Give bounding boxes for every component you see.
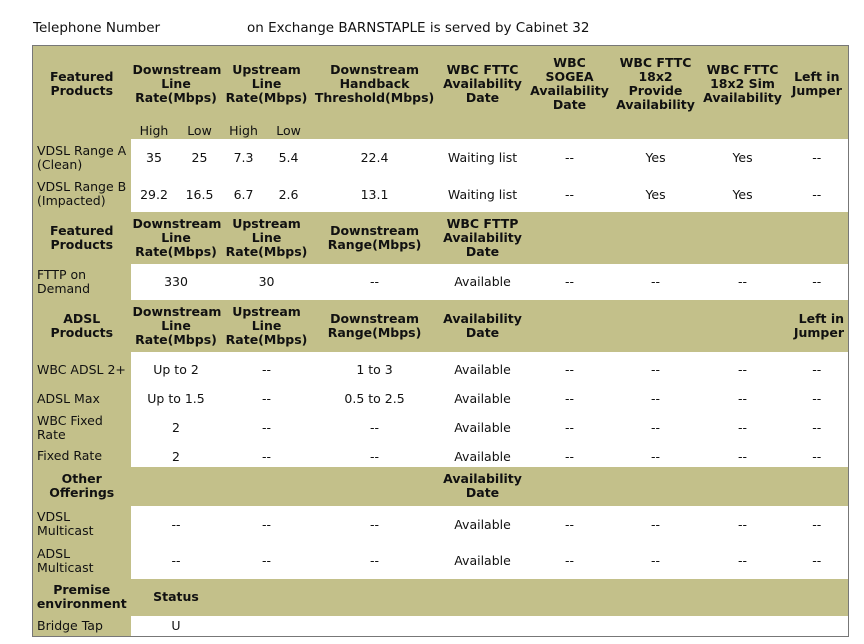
range-value: -- — [312, 446, 438, 467]
up-low-value: 2.6 — [266, 177, 312, 212]
fttp-header-row — [33, 212, 849, 264]
cell-value: -- — [700, 543, 786, 579]
cell-value: -- — [528, 264, 612, 300]
premise-header-row — [33, 579, 849, 616]
featured-products-header: Featured Products — [33, 46, 131, 122]
up-value: -- — [222, 410, 312, 446]
cell-value: -- — [612, 264, 700, 300]
upstream-rate-header: Upstream Line Rate(Mbps) — [222, 46, 312, 122]
table-row — [33, 177, 849, 212]
product-name: WBC Fixed Rate — [33, 410, 131, 446]
down-value: Up to 2 — [131, 352, 222, 388]
range-value: 0.5 to 2.5 — [312, 388, 438, 410]
up-value: -- — [222, 506, 312, 543]
fttc-sim-value: Yes — [700, 177, 786, 212]
cell-value: -- — [612, 543, 700, 579]
table-row — [33, 139, 849, 177]
adsl-downstream-header: Downstream Line Rate(Mbps) — [131, 300, 222, 352]
cell-value: -- — [700, 388, 786, 410]
fttc-availability-value: Waiting list — [438, 177, 528, 212]
cell-value: -- — [786, 446, 849, 467]
up-value: -- — [222, 446, 312, 467]
cell-value: -- — [528, 388, 612, 410]
down-value: -- — [131, 543, 222, 579]
handback-threshold-header: Downstream Handback Threshold(Mbps) — [312, 46, 438, 122]
fttc-18x2-value: Yes — [612, 139, 700, 177]
availability-table — [32, 45, 849, 637]
cell-value: -- — [700, 410, 786, 446]
down-value: 2 — [131, 410, 222, 446]
product-name: Fixed Rate — [33, 446, 131, 467]
cell-value: -- — [786, 506, 849, 543]
page-header — [0, 0, 864, 44]
up-high-subheader: High — [222, 122, 266, 139]
product-name: VDSL Range A (Clean) — [33, 139, 131, 177]
adsl-products-header: ADSL Products — [33, 300, 131, 352]
up-value: -- — [222, 388, 312, 410]
table-row — [33, 543, 849, 579]
fttp-upstream-header: Upstream Line Rate(Mbps) — [222, 212, 312, 264]
adsl-upstream-header: Upstream Line Rate(Mbps) — [222, 300, 312, 352]
handback-value: 13.1 — [312, 177, 438, 212]
adsl-range-header: Downstream Range(Mbps) — [312, 300, 438, 352]
cell-value: -- — [700, 446, 786, 467]
premise-item-name: Bridge Tap — [33, 616, 131, 637]
cell-value: -- — [786, 264, 849, 300]
cell-value: -- — [612, 388, 700, 410]
availability-value: Available — [438, 506, 528, 543]
exchange-service-text: on Exchange BARNSTAPLE is served by Cabinet 32 — [247, 20, 590, 36]
down-low-value: 16.5 — [178, 177, 222, 212]
featured-subheader-row — [33, 122, 849, 139]
range-value: 1 to 3 — [312, 352, 438, 388]
cell-value: -- — [786, 352, 849, 388]
table-row — [33, 446, 849, 467]
left-in-jumper-header: Left in Jumper — [786, 46, 849, 122]
down-high-value: 35 — [131, 139, 178, 177]
cell-value: -- — [612, 446, 700, 467]
cell-value: -- — [700, 352, 786, 388]
table-row — [33, 616, 849, 637]
up-high-value: 6.7 — [222, 177, 266, 212]
premise-status-header: Status — [131, 579, 222, 616]
downstream-rate-header: Downstream Line Rate(Mbps) — [131, 46, 222, 122]
jumper-value: -- — [786, 139, 849, 177]
cell-value: -- — [612, 506, 700, 543]
down-value: Up to 1.5 — [131, 388, 222, 410]
product-name: VDSL Range B (Impacted) — [33, 177, 131, 212]
range-value: -- — [312, 543, 438, 579]
range-value: -- — [312, 264, 438, 300]
wbc-fttc-18x2-header: WBC FTTC 18x2 Provide Availability — [612, 46, 700, 122]
cell-value: -- — [786, 543, 849, 579]
fttp-availability-header: WBC FTTP Availability Date — [438, 212, 528, 264]
wbc-fttc-header: WBC FTTC Availability Date — [438, 46, 528, 122]
cell-value: -- — [612, 410, 700, 446]
telephone-number-label: Telephone Number — [33, 20, 161, 36]
fttc-availability-value: Waiting list — [438, 139, 528, 177]
table-row — [33, 264, 849, 300]
wbc-fttc-sim-header: WBC FTTC 18x2 Sim Availability — [700, 46, 786, 122]
down-low-subheader: Low — [178, 122, 222, 139]
other-offerings-header: Other Offerings — [33, 467, 131, 506]
range-value: -- — [312, 410, 438, 446]
cell-value: -- — [786, 388, 849, 410]
product-name: VDSL Multicast — [33, 506, 131, 543]
cell-value: -- — [528, 410, 612, 446]
product-name: FTTP on Demand — [33, 264, 131, 300]
cell-value: -- — [786, 410, 849, 446]
down-value: 330 — [131, 264, 222, 300]
table-row — [33, 388, 849, 410]
sogea-availability-value: -- — [528, 139, 612, 177]
down-high-value: 29.2 — [131, 177, 178, 212]
fttc-sim-value: Yes — [700, 139, 786, 177]
fttp-products-header: Featured Products — [33, 212, 131, 264]
fttp-downstream-header: Downstream Line Rate(Mbps) — [131, 212, 222, 264]
cell-value: -- — [528, 543, 612, 579]
availability-value: Available — [438, 543, 528, 579]
wbc-sogea-header: WBC SOGEA Availability Date — [528, 46, 612, 122]
product-name: ADSL Multicast — [33, 543, 131, 579]
featured-header-row — [33, 46, 849, 122]
availability-value: Available — [438, 352, 528, 388]
product-name: ADSL Max — [33, 388, 131, 410]
down-low-value: 25 — [178, 139, 222, 177]
cell-value: -- — [528, 506, 612, 543]
up-value: -- — [222, 543, 312, 579]
availability-value: Available — [438, 446, 528, 467]
availability-value: Available — [438, 264, 528, 300]
table-row — [33, 506, 849, 543]
range-value: -- — [312, 506, 438, 543]
sogea-availability-value: -- — [528, 177, 612, 212]
table-row — [33, 352, 849, 388]
up-low-value: 5.4 — [266, 139, 312, 177]
up-high-value: 7.3 — [222, 139, 266, 177]
up-value: 30 — [222, 264, 312, 300]
other-availability-header: Availability Date — [438, 467, 528, 506]
fttc-18x2-value: Yes — [612, 177, 700, 212]
adsl-header-row — [33, 300, 849, 352]
premise-status-value: U — [131, 616, 222, 637]
adsl-availability-header: Availability Date — [438, 300, 528, 352]
adsl-jumper-header: Left in Jumper — [786, 300, 849, 352]
cell-value: -- — [700, 264, 786, 300]
fttp-range-header: Downstream Range(Mbps) — [312, 212, 438, 264]
availability-value: Available — [438, 410, 528, 446]
product-name: WBC ADSL 2+ — [33, 352, 131, 388]
premise-environment-header: Premise environment — [33, 579, 131, 616]
handback-value: 22.4 — [312, 139, 438, 177]
cell-value: -- — [528, 352, 612, 388]
cell-value: -- — [528, 446, 612, 467]
other-header-row — [33, 467, 849, 506]
cell-value: -- — [612, 352, 700, 388]
table-row — [33, 410, 849, 446]
jumper-value: -- — [786, 177, 849, 212]
up-low-subheader: Low — [266, 122, 312, 139]
down-value: -- — [131, 506, 222, 543]
down-value: 2 — [131, 446, 222, 467]
cell-value: -- — [700, 506, 786, 543]
up-value: -- — [222, 352, 312, 388]
down-high-subheader: High — [131, 122, 178, 139]
availability-value: Available — [438, 388, 528, 410]
